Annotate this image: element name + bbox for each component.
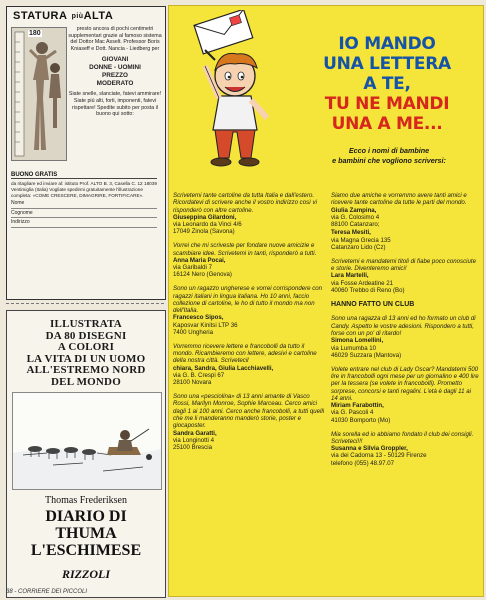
list-item: Volete entrare nel club di Lady Oscar? Mandatemi 500 lire in francobolli ogni mese per un giornalino e 400 lire per la tessera (se volete in francobolli). Prometto sorprese, concorsi e tanti regalini. L'età è dagli 11 ai 14 anni. Miriam Farabottin, via G. Pascoli 4 41030 Bomporto (Mo) — [331, 365, 479, 424]
statura-ad-text — [68, 26, 162, 118]
feature-intro: Ecco i nomi di bambine e bambini che vogliono scriversi: — [332, 146, 446, 165]
letters-column-left — [173, 192, 325, 458]
list-item: Vorrei che mi scriveste per fondare nuove amicizie e scambiare idee. Scrivetemi in tanti, risponderò a tutti. Anna Maria Pocai, via Garibaldi 7 16124 Nero (Genova) — [173, 242, 317, 279]
coupon-heading: BUONO GRATIS — [11, 172, 157, 179]
list-item: Vorremmo ricevere lettere e francobolli da tutto il mondo. Ricambieremo con lettere, adesivi e cartoline della nostra città. Scrivetecil chiara, Sandra, Giulia Lacchiavelli, via G. B. Crespi 67 28100 Novara — [173, 342, 317, 387]
book-ad — [6, 310, 166, 598]
book-author: Thomas Frederiksen — [45, 495, 127, 506]
sled-illustration — [12, 392, 162, 490]
coupon-address-field[interactable]: Indirizzo — [11, 219, 157, 228]
list-item: Sono una ragazza di 13 anni ed ho formato un club di Candy. Aspetto le vostre adesioni. Rispondero a tutti, forse con un po' di ritardo! Simona Lomellini, via Lumumba 10 46029 Suzzara (Mantova) — [331, 315, 476, 359]
book-title: DIARIO DI THUMA L'ESCHIMESE — [30, 508, 142, 559]
letters-column-right — [331, 192, 479, 474]
statura-ad-body: presto ancora di pochi centimetri supplementari grazie al famoso sistema del Dottor Mac Asselt. Professor Boris Kniaseff e Dott. Nancia - Liedberg per — [68, 26, 162, 52]
list-item: Teresa Mesiti, via Magna Grecia 135 Catanzaro Lido (Cz) — [331, 229, 391, 252]
book-publisher: RIZZOLI — [62, 567, 110, 581]
coupon-text: da ritagliare ed inviare al: istituto Prof. ALTO B. 3, Casella C. 12 18039 Ventimiglia (Italia) Vogliate spedirmi gratuitamente l'illustrazione completa: «COME CRESCERE, DIMAGRIRE, FORTIFICARE». — [11, 181, 157, 198]
club-section-heading: HANNO FATTO UN CLUB — [331, 300, 415, 308]
list-item: Scrivetemi tante cartoline da tutta Italia e dall'estero. Ricordatevi di scrivere anche il vostro indirizzo così vi risponderò con altre cartoline. Giuseppina Gilardoni, via Leonardo da Vinci 4/6 17049 Zinola (Savona) — [173, 192, 317, 236]
list-item: Siamo due amiche e vorremmo avere tanti amici e ricevere tante cartoline da tutte le parti del mondo. Giulia Zampina, via G. Colosimo 4 88100 Catanzaro; — [331, 192, 467, 229]
height-label: 180 — [29, 30, 41, 37]
statura-ad-photo — [11, 27, 67, 161]
book-ad-headline: ILLUSTRATA DA 80 DISEGNI A COLORI LA VITA DI UN UOMO ALL'ESTREMO NORD DEL MONDO — [26, 318, 146, 388]
list-item: Mia sorella ed io abbiamo fondato il club dei consigli. Scriveteci!!! Susanna e Silvia Groppler, via dei Cadorna 13 - 50129 Firenze telefono (055) 48.97.07 — [331, 430, 474, 467]
cut-divider — [6, 303, 164, 304]
list-item: Sono una «pesciolina» di 13 anni amante di Vasco Rossi, Marilyn Monroe, Sophie Marceau. Cerco amici dagli 1 ai 100 anni. Cerco anche francobolli, a tutti quelli che me li manderanno manderò storie, poster e giocaposter. Sandra Garatti, via Longinotti 4 25100 Brescia — [173, 393, 325, 452]
coupon — [11, 181, 157, 228]
pen-pals-feature — [168, 5, 484, 597]
coupon-surname-field[interactable]: Cognome — [11, 210, 157, 219]
statura-ad-body2: Siate snelle, slanciate, fatevi ammirare! Siate più alti, forti, imponenti, fatevi rispettare! Spedite subito per posta il buono qui sotto: — [68, 91, 162, 118]
statura-ad-offer: GIOVANI DONNE - UOMINI PREZZO MODERATO — [89, 56, 141, 88]
page-footer: 38 - CORRIERE DEI PICCOLI — [6, 589, 88, 595]
feature-title: IO MANDO UNA LETTERA A TE, TU NE MANDI UNA A ME... — [323, 34, 451, 134]
list-item: Scrivetemi e mandatemi titoli di fiabe poco conosciute e storie. Diventeremo amici! Lara Martelli, via Fosse Ardeatine 21 40060 Trebbo di Reno (Bo) — [331, 257, 476, 295]
list-item: Sono un ragazzo ungherese e vorrei corrispondere con ragazzi italiani in lingua italiana. Ho 10 anni, faccio collezione di cartoline, le ho di tutto il mondo ma non dell'Italia. Francesco Sipos, Kaposvar Kinitsi LTP 36 7400 Ungheria — [173, 285, 323, 337]
statura-ad-title: STATURA piùALTA — [13, 10, 114, 22]
boy-with-letter-illustration — [175, 10, 295, 174]
coupon-name-field[interactable]: Nome — [11, 200, 157, 209]
statura-ad — [6, 6, 166, 300]
